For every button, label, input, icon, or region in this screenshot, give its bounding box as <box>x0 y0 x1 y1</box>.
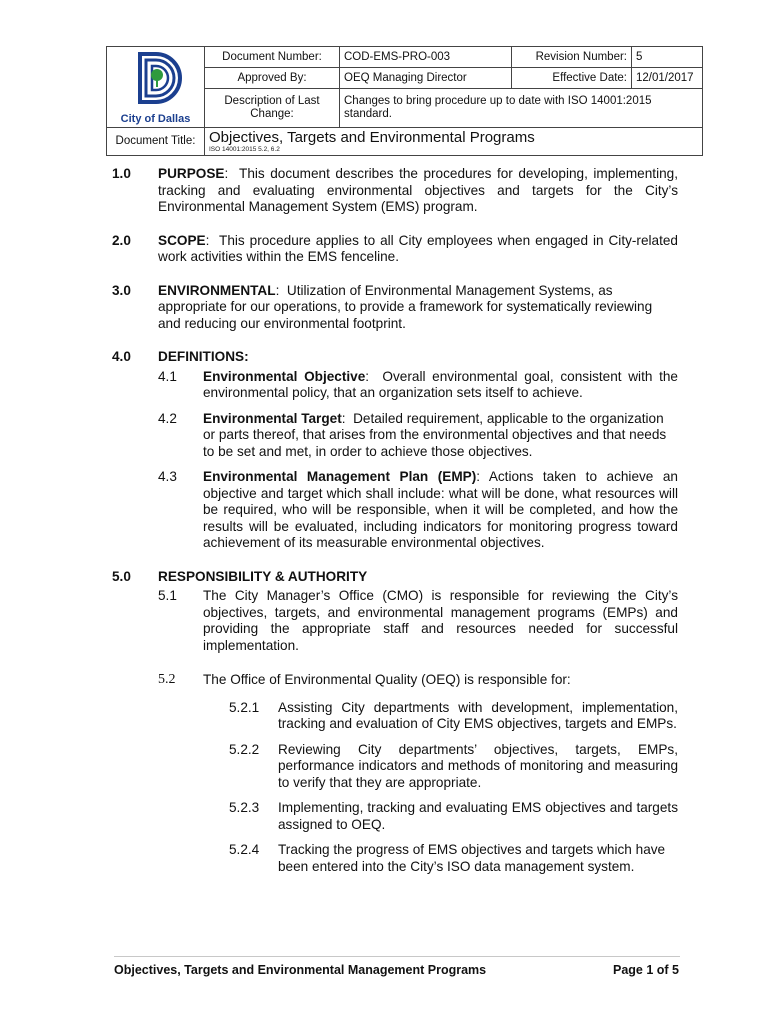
section-heading: SCOPE <box>158 232 206 248</box>
duty-number: 5.2.3 <box>229 800 260 815</box>
effective-date-value: 12/01/2017 <box>632 68 703 89</box>
section-scope: 2.0 SCOPE: This procedure applies to all City employees when engaged in City-related work activities within the EMS fenceline. <box>112 232 678 264</box>
logo-text: City of Dallas <box>120 113 191 125</box>
effective-date-label: Effective Date: <box>512 68 632 89</box>
duty-text: Tracking the progress of EMS objectives and targets which have been entered into the City’s ISO data management system. <box>278 842 666 874</box>
section-text: This document describes the procedures for developing, implementing, tracking and evaluating environmental objectives and targets for the City’s Environmental Management System (EMS) program. <box>158 166 678 214</box>
duty-number: 5.2.2 <box>229 741 260 757</box>
section-heading: PURPOSE <box>158 166 225 181</box>
oeq-duty-item <box>158 800 678 833</box>
definition-term: Environmental Management Plan (EMP) <box>203 469 477 484</box>
section-number: 4.0 <box>112 349 131 364</box>
city-of-dallas-logo-icon <box>126 48 186 108</box>
oeq-duty-item <box>158 700 678 733</box>
item-text: The City Manager’s Office (CMO) is responsible for reviewing the City’s objectives, targets, and environmental management programs (EMPs) and providing the appropriate staff and resources needed for successful implementation. <box>203 588 678 653</box>
section-text: This procedure applies to all City employees when engaged in City-related work activities within the EMS fenceline. <box>158 232 678 264</box>
oeq-duty-item <box>158 742 678 792</box>
definition-term: Environmental Target <box>203 410 342 426</box>
definition-text: Actions taken to achieve an objective and target which shall include: what will be done, what resources will be required, who will be responsible, when it will be completed, and how the results will be evaluated, including indicators for monitoring progress toward achievement of its measurable environmental objectives. <box>203 469 678 550</box>
responsibility-item <box>158 672 678 689</box>
duty-text: Assisting City departments with development, implementation, tracking and evaluation of City EMS objectives, targets and EMPs. <box>278 699 678 731</box>
definition-text: Detailed requirement, applicable to the organization or parts thereof, that arises from the environmental objectives and that needs to be set and met, in order to achieve those objectives. <box>203 410 667 459</box>
last-change-value: Changes to bring procedure up to date with ISO 14001:2015 standard. <box>340 89 703 128</box>
section-number: 2.0 <box>112 232 131 248</box>
section-number: 3.0 <box>112 282 131 298</box>
section-text: Utilization of Environmental Management Systems, as appropriate for our operations, to provide a framework for systematically reviewing and reducing our environmental footprint. <box>158 282 653 331</box>
footer-divider <box>114 956 680 957</box>
doc-number-label: Document Number: <box>205 47 340 68</box>
section-heading: DEFINITIONS: <box>158 349 249 364</box>
duty-number: 5.2.1 <box>229 699 260 715</box>
document-body <box>112 166 678 892</box>
definition-term: Environmental Objective <box>203 368 366 384</box>
approved-by-label: Approved By: <box>205 68 340 89</box>
section-responsibility <box>112 569 678 876</box>
logo-cell <box>107 47 205 128</box>
document-title: Objectives, Targets and Environmental Programs <box>209 129 535 146</box>
last-change-label: Description of Last Change: <box>205 89 340 128</box>
approved-by-value: OEQ Managing Director <box>340 68 512 89</box>
revision-label: Revision Number: <box>512 47 632 68</box>
duty-text: Reviewing City departments’ objectives, targets, EMPs, performance indicators and methods of monitoring and measuring to verify that they are appropriate. <box>278 741 678 790</box>
definition-number: 4.1 <box>158 368 177 384</box>
definition-number: 4.3 <box>158 469 177 484</box>
duty-text: Implementing, tracking and evaluating EMS objectives and targets assigned to OEQ. <box>278 800 678 832</box>
footer-page-number: Page 1 of 5 <box>613 963 679 977</box>
section-purpose: 1.0 PURPOSE: This document describes the procedures for developing, implementing, tracking and evaluating environmental objectives and targets for the City’s Environmental Management System (EMS) program. <box>112 166 678 214</box>
definition-number: 4.2 <box>158 410 177 426</box>
section-heading: RESPONSIBILITY & AUTHORITY <box>158 568 368 584</box>
item-number: 5.1 <box>158 588 177 603</box>
section-heading: ENVIRONMENTAL <box>158 282 276 298</box>
document-title-label: Document Title: <box>107 128 205 156</box>
section-definitions <box>112 349 678 552</box>
definition-item: 4.1 Environmental Objective: Overall environmental goal, consistent with the environmental policy, that an organization sets itself to achieve. <box>158 368 678 400</box>
responsibility-item <box>158 588 678 654</box>
item-text: The Office of Environmental Quality (OEQ) is responsible for: <box>203 672 571 687</box>
document-title-cell <box>205 128 703 156</box>
definition-item: 4.3 Environmental Management Plan (EMP): Actions taken to achieve an objective and target which shall include: what will be done, what resources will be required, who will be responsible, when it will be completed, and how the results will be evaluated, including indicators for monitoring progress toward achievement of its measurable environmental objectives. <box>158 469 678 550</box>
section-number: 5.0 <box>112 568 131 584</box>
section-number: 1.0 <box>112 166 131 181</box>
definition-text: Overall environmental goal, consistent with the environmental policy, that an organization sets itself to achieve. <box>203 368 678 400</box>
footer-title: Objectives, Targets and Environmental Management Programs <box>114 963 487 977</box>
document-iso-reference: ISO 14001:2015 5.2, 6.2 <box>209 146 280 153</box>
definition-item: 4.2 Environmental Target: Detailed requirement, applicable to the organization or parts thereof, that arises from the environmental objectives and that needs to be set and met, in order to achieve those objectives. <box>158 410 667 459</box>
oeq-duty-item <box>158 842 678 875</box>
document-header-table <box>106 46 703 156</box>
section-environmental: 3.0 ENVIRONMENTAL: Utilization of Environmental Management Systems, as appropriate for our operations, to provide a framework for systematically reviewing and reducing our environmental footprint. <box>112 282 653 331</box>
doc-number-value: COD-EMS-PRO-003 <box>340 47 512 68</box>
duty-number: 5.2.4 <box>229 842 260 857</box>
revision-value: 5 <box>632 47 703 68</box>
item-number: 5.2 <box>158 672 176 687</box>
